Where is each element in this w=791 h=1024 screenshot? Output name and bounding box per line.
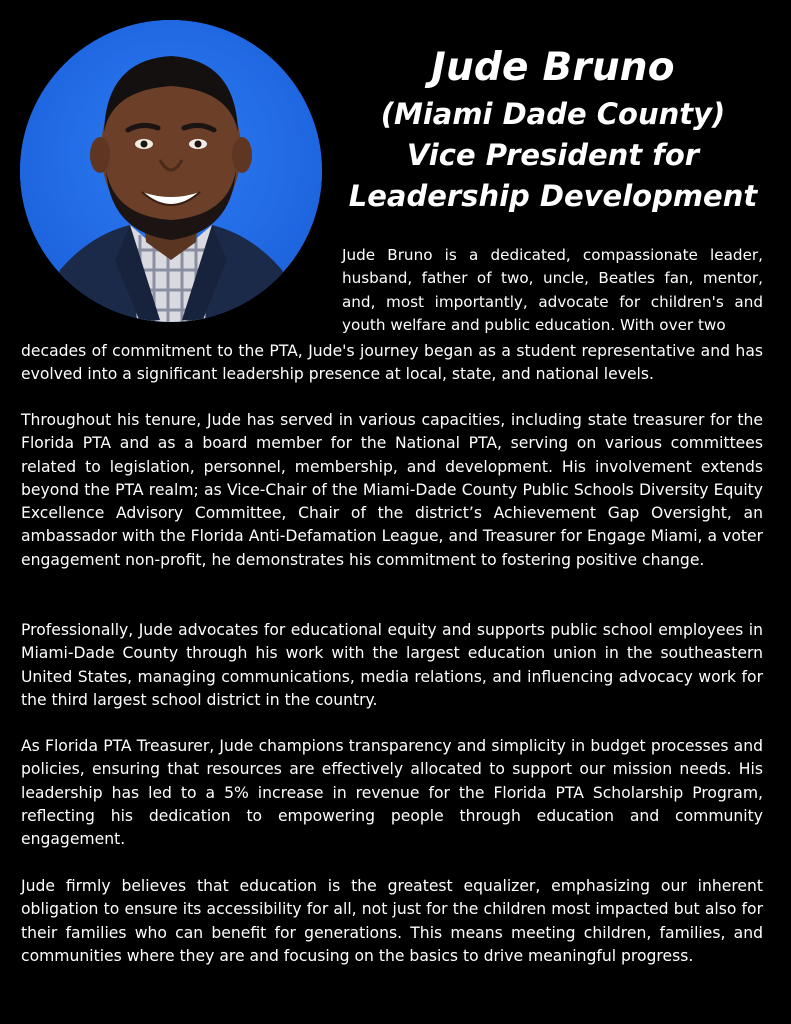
bio-intro-line: youth welfare and public education. With over two — [342, 315, 726, 334]
bio-paragraph-treasurer: As Florida PTA Treasurer, Jude champions transparency and simplicity in budget processes and policies, ensuring that resources are effectively allocated to support our mission needs. His leadership has led to a 5% increase in revenue for the Florida PTA Scholarship Program, reflecting his dedication to empowering people through education and community engagement. — [21, 737, 763, 849]
bio-paragraph-service: Throughout his tenure, Jude has served in various capacities, including state treasurer for the Florida PTA and as a board member for the National PTA, serving on various committees related to legislation, personnel, membership, and development. His involvement extends beyond the PTA realm; as Vice-Chair of the Miami-Dade County Public Schools Diversity Equity Excellence Advisory Committee, Chair of the district’s Achievement Gap Oversight, an ambassador with the Florida Anti-Defamation League, and Treasurer for Engage Miami, a voter engagement non-profit, he demonstrates his commitment to fostering positive change. — [21, 411, 763, 569]
title-block — [338, 42, 768, 217]
bio-paragraph-professional: Professionally, Jude advocates for educational equity and supports public school employees in Miami-Dade County through his work with the largest education union in the southeastern United States, managing communications, media relations, and influencing advocacy work for the third largest school district in the country. — [21, 621, 763, 709]
bio-intro-line: Jude Bruno is a dedicated, compassionate leader, — [342, 246, 763, 264]
bio-intro-line: and, most importantly, advocate for children's and — [342, 292, 763, 311]
person-name: Jude Bruno — [431, 45, 675, 90]
county-label: (Miami Dade County) — [380, 97, 726, 131]
portrait-illustration — [20, 20, 322, 322]
bio-intro-continued: decades of commitment to the PTA, Jude's journey began as a student representative and has evolved into a significant leadership presence at local, state, and national levels. — [21, 342, 763, 384]
position-title-line-2: Leadership Development — [348, 179, 758, 213]
position-title-line-1: Vice President for — [406, 138, 700, 172]
profile-portrait — [20, 20, 322, 322]
bio-intro-top — [342, 244, 763, 337]
bio-intro-line: husband, father of two, uncle, Beatles fan, mentor, — [342, 269, 763, 288]
bio-paragraph-beliefs: Jude firmly believes that education is the greatest equalizer, emphasizing our inherent obligation to ensure its accessibility for all, not just for the children most impacted but also for their families who can benefit for generations. This means meeting children, families, and communities where they are and focusing on the basics to drive meaningful progress. — [21, 877, 763, 965]
